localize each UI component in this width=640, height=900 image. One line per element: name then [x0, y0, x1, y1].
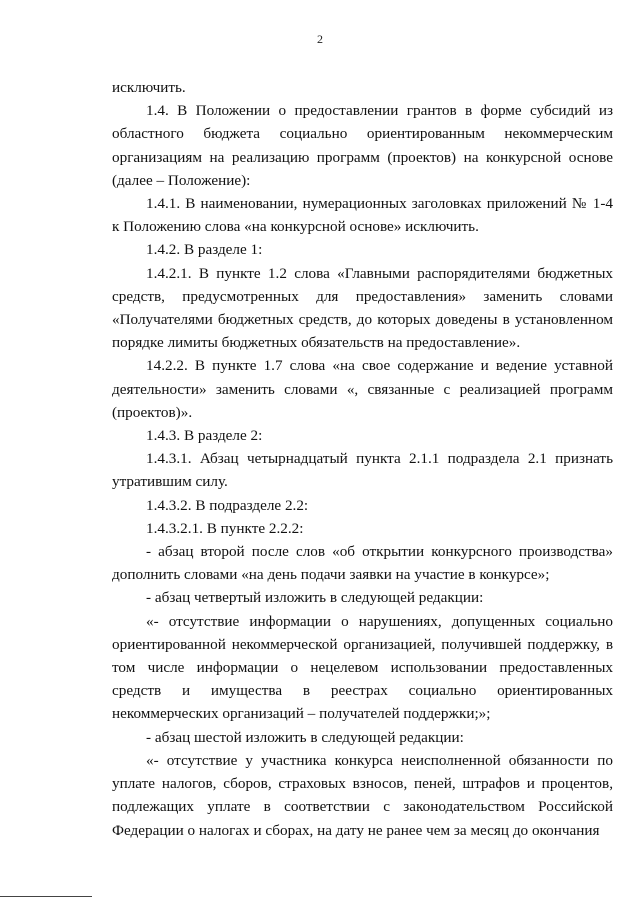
paragraph-quote-1: «- отсутствие информации о нарушениях, допущенных социально ориентированной некоммерческой организацией, получившей поддержку, в том числе информации о нецелевом использовании предоставленных средств и имущества в реестрах социально ориентированных некоммерческих организаций – получателей поддержки;»; — [112, 612, 613, 723]
paragraph-abzac-shestoy: - абзац шестой изложить в следующей редакции: — [146, 728, 464, 746]
document-body — [112, 76, 613, 842]
paragraph-1-4-2: 1.4.2. В разделе 1: — [146, 241, 263, 259]
paragraph-1-4-2-1: 1.4.2.1. В пункте 1.2 слова «Главными распорядителями бюджетных средств, предусмотренных для предоставления» заменить словами «Получателями бюджетных средств, до которых доведены в установленном порядке лимиты бюджетных обязательств на предоставление». — [112, 264, 613, 352]
paragraph-1-4-3-2: 1.4.3.2. В подразделе 2.2: — [146, 496, 309, 514]
paragraph-quote-2: «- отсутствие у участника конкурса неисполненной обязанности по уплате налогов, сборов, страховых взносов, пеней, штрафов и процентов, подлежащих уплате в соответствии с законодательством Российской Федерации о налогах и сборах, на дату не ранее чем за месяц до окончания — [112, 751, 613, 839]
paragraph-14-2-2: 14.2.2. В пункте 1.7 слова «на свое содержание и ведение уставной деятельности» заменить словами «, связанные с реализацией программ (проектов)». — [112, 357, 613, 421]
paragraph-1-4-3-1: 1.4.3.1. Абзац четырнадцатый пункта 2.1.1 подраздела 2.1 признать утратившим силу. — [112, 450, 613, 491]
paragraph-1-4-3-2-1: 1.4.3.2.1. В пункте 2.2.2: — [146, 519, 304, 537]
footer-divider — [0, 896, 92, 897]
paragraph-continuation: исключить. — [112, 79, 186, 96]
paragraph-1-4: 1.4. В Положении о предоставлении грантов в форме субсидий из областного бюджета социально ориентированным некоммерческим организациям на реализацию программ (проектов) на конкурсной основе (далее – Положение): — [112, 102, 613, 189]
paragraph-1-4-3: 1.4.3. В разделе 2: — [146, 427, 263, 445]
paragraph-abzac-vtoroy: - абзац второй после слов «об открытии конкурсного производства» дополнить словами «на день подачи заявки на участие в конкурсе»; — [112, 543, 613, 584]
page-number: 2 — [317, 32, 323, 46]
paragraph-abzac-chetvertyy: - абзац четвертый изложить в следующей редакции: — [146, 589, 484, 607]
paragraph-1-4-1: 1.4.1. В наименовании, нумерационных заголовках приложений № 1-4 к Положению слова «на конкурсной основе» исключить. — [112, 195, 613, 236]
